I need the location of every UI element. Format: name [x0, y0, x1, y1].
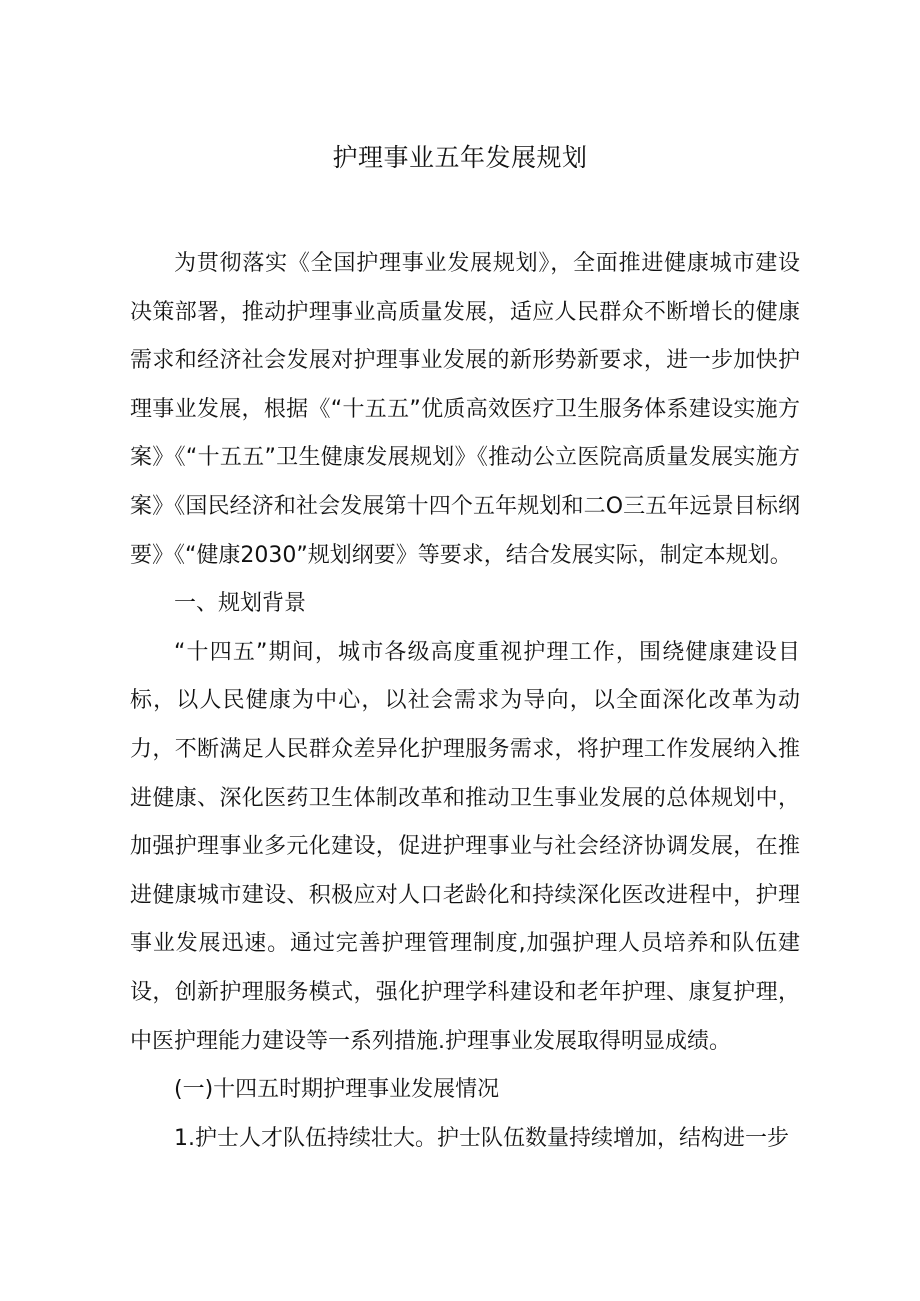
subsection-heading: (一)十四五时期护理事业发展情况 — [174, 1077, 500, 1103]
section-heading-background: 一、规划背景 — [174, 591, 307, 617]
document-title: 护理事业五年发展规划 — [332, 143, 588, 172]
list-item: 1.护士人才队伍持续壮大。护士队伍数量持续增加，结构进一步 — [174, 1125, 789, 1151]
document-body — [130, 240, 800, 1163]
background-paragraph: “十四五”期间，城市各级高度重视护理工作，围绕健康建设目标，以人民健康为中心，以社会需求为导向，以全面深化改革为动力，不断满足人民群众差异化护理服务需求，将护理工作发展纳入推进健康、深化医药卫生体制改革和推动卫生事业发展的总体规划中，加强护理事业多元化建设，促进护理事业与社会经济协调发展，在推进健康城市建设、积极应对人口老龄化和持续深化医改进程中，护理事业发展迅速。通过完善护理管理制度,加强护理人员培养和队伍建设，创新护理服务模式，强化护理学科建设和老年护理、康复护理，中医护理能力建设等一系列措施.护理事业发展取得明显成绩。 — [130, 639, 800, 1054]
intro-paragraph: 为贯彻落实《全国护理事业发展规划》，全面推进健康城市建设决策部署，推动护理事业高质量发展，适应人民群众不断增长的健康需求和经济社会发展对护理事业发展的新形势新要求，进一步加快护理事业发展，根据《“十五五”优质高效医疗卫生服务体系建设实施方案》《“十五五”卫生健康发展规划》《推动公立医院高质量发展实施方案》《国民经济和社会发展第十四个五年规划和二O三五年远景目标纲要》《“健康2030”规划纲要》等要求，结合发展实际，制定本规划。 — [130, 251, 800, 568]
